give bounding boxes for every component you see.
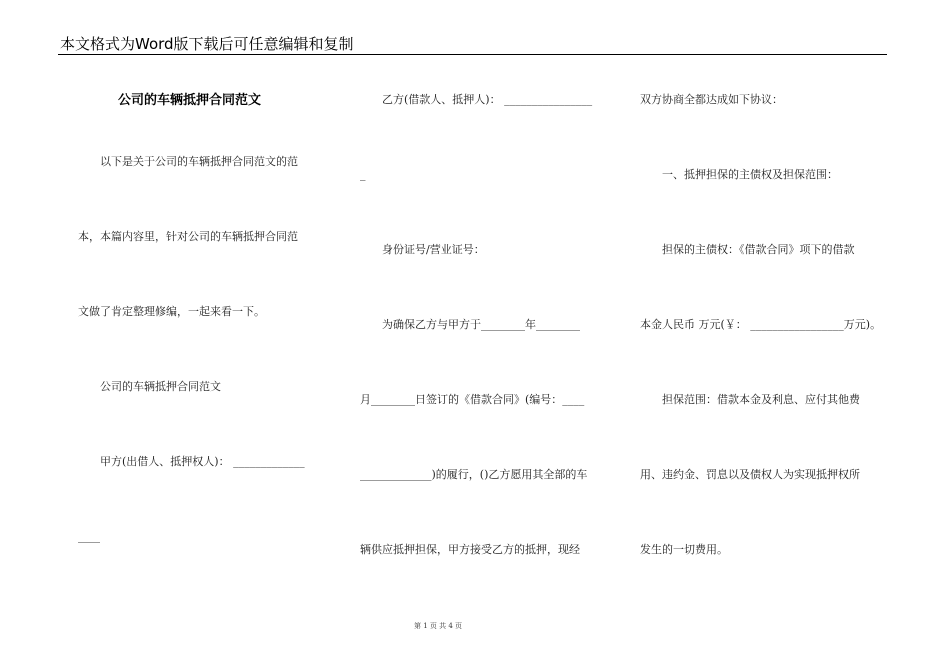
paragraph-line: 乙方(借款人、抵押人)： ________________: [382, 93, 593, 106]
paragraph-line: 担保的主债权：《借款合同》项下的借款: [662, 243, 855, 256]
paragraph-line: 月________日签订的《借款合同》(编号：____: [360, 393, 585, 406]
paragraph-line: _____________)的履行，()乙方愿用其全部的车: [360, 468, 588, 481]
paragraph-line: 以下是关于公司的车辆抵押合同范文的范: [100, 155, 298, 168]
paragraph-line: 身份证号/营业证号：: [382, 243, 485, 256]
paragraph-line: ____: [78, 530, 100, 543]
paragraph-line: 辆供应抵押担保，甲方接受乙方的抵押，现经: [360, 543, 580, 556]
paragraph-line: 本，本篇内容里，针对公司的车辆抵押合同范: [78, 230, 298, 243]
paragraph-line: 双方协商全都达成如下协议：: [640, 93, 783, 106]
paragraph-line: 公司的车辆抵押合同范文: [100, 380, 221, 393]
header-banner: 本文格式为Word版下载后可任意编辑和复制: [60, 35, 354, 53]
paragraph-line: 一、抵押担保的主债权及担保范围：: [662, 168, 838, 181]
paragraph-line: 为确保乙方与甲方于________年________: [382, 318, 580, 331]
document-title: 公司的车辆抵押合同范文: [118, 93, 262, 108]
paragraph-line: _: [360, 168, 366, 181]
header-divider: [58, 54, 887, 55]
paragraph-line: 甲方(出借人、抵押权人)： _____________: [100, 455, 305, 468]
paragraph-line: 发生的一切费用。: [640, 543, 728, 556]
paragraph-line: 本金人民币 万元(￥： _________________万元)。: [640, 318, 882, 331]
paragraph-line: 文做了肯定整理修编，一起来看一下。: [78, 305, 265, 318]
paragraph-line: 担保范围：借款本金及利息、应付其他费: [662, 393, 860, 406]
paragraph-line: 用、违约金、罚息以及债权人为实现抵押权所: [640, 468, 860, 481]
page-indicator: 第 1 页 共 4 页: [414, 622, 463, 630]
